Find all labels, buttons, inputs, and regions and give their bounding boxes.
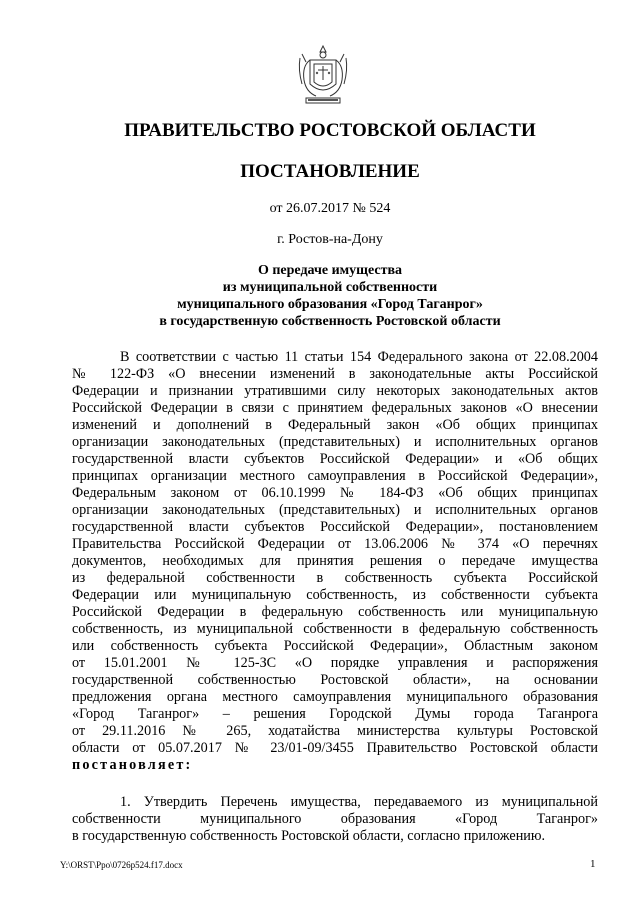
body-line: Российской Федерации в связи с принятием федеральных законов «О внесении bbox=[72, 400, 598, 416]
body-line: Российской Федерации в федеральную собственность или муниципальную bbox=[72, 604, 598, 620]
item-line: собственности муниципального образования «Город Таганрог» bbox=[72, 811, 598, 827]
coat-of-arms-icon bbox=[296, 40, 350, 106]
body-line: или собственность субъекта Российской Федерации», Областным законом bbox=[72, 638, 598, 654]
body-line: принципах организации местного самоуправления в Российской Федерации», bbox=[72, 468, 598, 484]
body-line: государственной власти субъектов Российской Федерации» и «Об общих bbox=[72, 451, 598, 467]
page-number: 1 bbox=[590, 858, 596, 870]
body-line: Федеральным законом от 06.10.1999 № 184-ФЗ «Об общих принципах bbox=[72, 485, 598, 501]
subject-line: в государственную собственность Ростовской области bbox=[159, 314, 501, 329]
item-line: 1. Утвердить Перечень имущества, передаваемого из муниципальной bbox=[120, 794, 598, 810]
item-1-paragraph bbox=[72, 794, 598, 845]
body-line: области от 05.07.2017 № 23/01-09/3455 Правительство Ростовской области bbox=[72, 740, 598, 756]
body-line: организации законодательных (представительных) и исполнительных органов bbox=[72, 434, 598, 450]
body-line: от 29.11.2016 № 265, ходатайства министерства культуры Ростовской bbox=[72, 723, 598, 739]
decree-word: постановляет: bbox=[72, 757, 193, 773]
item-line: в государственную собственность Ростовской области, согласно приложению. bbox=[72, 828, 546, 844]
body-line: собственность, из муниципальной собственности в федеральную собственность bbox=[72, 621, 598, 637]
body-line: предложения органа местного самоуправления муниципального образования bbox=[72, 689, 598, 705]
preamble-paragraph bbox=[72, 349, 598, 774]
body-line: Федерации и признании утратившими силу некоторых законодательных актов bbox=[72, 383, 598, 399]
body-line: В соответствии с частью 11 статьи 154 Федерального закона от 22.08.2004 bbox=[120, 349, 598, 365]
subject-line: из муниципальной собственности bbox=[222, 280, 438, 295]
body-line: от 15.01.2001 № 125-ЗС «О порядке управления и распоряжения bbox=[72, 655, 598, 671]
subject-line: муниципального образования «Город Таганрог» bbox=[177, 297, 483, 312]
body-line: из федеральной собственности в собственность субъекта Российской bbox=[72, 570, 598, 586]
document-type: ПОСТАНОВЛЕНИЕ bbox=[240, 161, 420, 182]
body-line: государственной власти субъектов Российской Федерации», постановлением bbox=[72, 519, 598, 535]
document-subject bbox=[100, 262, 560, 330]
subject-line: О передаче имущества bbox=[257, 263, 403, 278]
body-line: документов, необходимых для принятия решения о передаче имущества bbox=[72, 553, 598, 569]
organization-title: ПРАВИТЕЛЬСТВО РОСТОВСКОЙ ОБЛАСТИ bbox=[124, 120, 536, 141]
body-line: Федерации или муниципальную собственность, из собственности субъекта bbox=[72, 587, 598, 603]
file-path-footer: Y:\ORST\Ppo\0726p524.f17.docx bbox=[60, 860, 183, 870]
document-city: г. Ростов-на-Дону bbox=[277, 232, 383, 247]
body-line: изменений и дополнений в Федеральный закон «Об общих принципах bbox=[72, 417, 598, 433]
body-line: № 122-ФЗ «О внесении изменений в законодательные акты Российской bbox=[72, 366, 598, 382]
document-date-number: от 26.07.2017 № 524 bbox=[269, 201, 391, 216]
body-line: государственной собственностью Ростовской области», на основании bbox=[72, 672, 598, 688]
body-line: организации законодательных (представительных) и исполнительных органов bbox=[72, 502, 598, 518]
body-line: Правительства Российской Федерации от 13.06.2006 № 374 «О перечнях bbox=[72, 536, 598, 552]
body-line: «Город Таганрог» – решения Городской Думы города Таганрога bbox=[72, 706, 598, 722]
